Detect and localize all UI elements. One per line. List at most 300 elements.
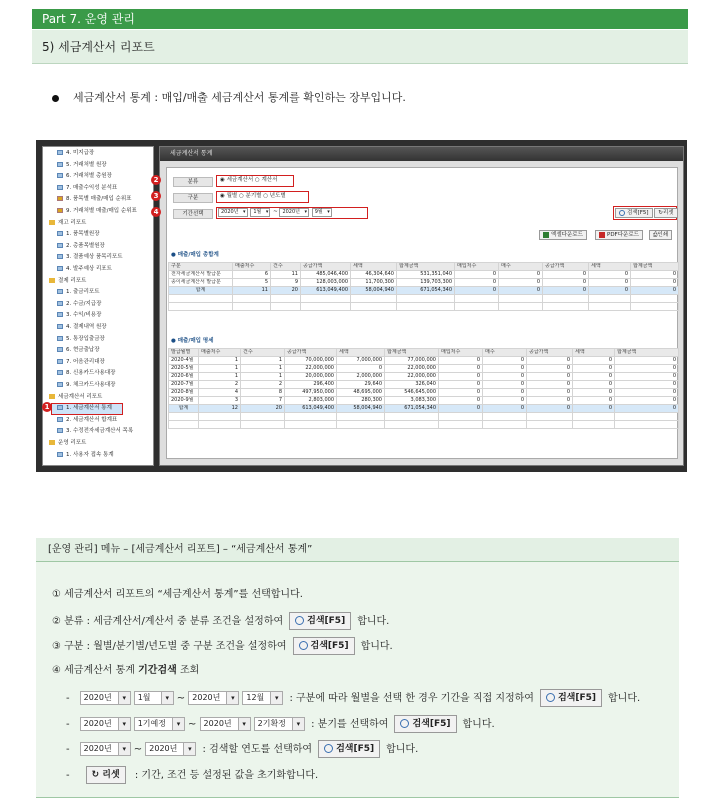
table-cell: 0 <box>455 279 499 287</box>
pdf-download-button[interactable] <box>595 230 643 240</box>
table-cell: 2,000,000 <box>337 373 385 381</box>
document-icon <box>57 254 63 259</box>
text-label: 검색[F5] <box>307 616 346 626</box>
document-icon <box>57 162 63 167</box>
tree-item-label: 4. 발주예상 리포트 <box>66 266 112 272</box>
report-tree <box>42 146 154 466</box>
table-cell: 0 <box>573 357 615 365</box>
tree-item[interactable] <box>57 185 117 192</box>
table-cell <box>241 421 285 429</box>
table-cell: 1 <box>199 365 241 373</box>
table-cell: 0 <box>527 405 573 413</box>
section-header: 5) 세금계산서 리포트 <box>32 30 688 64</box>
column-header[interactable]: 매수 <box>499 263 543 271</box>
tree-item-label: 세금계산서 리포트 <box>58 393 103 400</box>
tree-item-label: 6. 거래처별 총원장 <box>66 173 112 180</box>
tree-item-label: 8. 품목별 매출/매입 순위표 <box>66 196 132 203</box>
content-panel <box>166 167 678 459</box>
table-cell: 0 <box>615 365 679 373</box>
table-row[interactable] <box>169 405 679 413</box>
tree-item[interactable] <box>57 254 123 261</box>
table-cell: 0 <box>573 373 615 381</box>
table-cell <box>527 421 573 429</box>
tree-item[interactable] <box>57 405 112 412</box>
step-2 <box>52 612 389 630</box>
table-cell: 0 <box>573 365 615 373</box>
excel-download-button[interactable] <box>539 230 587 240</box>
search-icon <box>299 641 308 650</box>
table-cell: 0 <box>615 405 679 413</box>
table-cell <box>351 295 397 303</box>
sample-quarter-select: 2기확정 ▾ <box>254 717 305 731</box>
marker-1: 1 <box>42 402 52 412</box>
table-cell: 2020-5월 <box>169 365 199 373</box>
table-cell: 0 <box>499 287 543 295</box>
tree-item[interactable] <box>57 243 105 250</box>
folder-icon <box>49 394 55 399</box>
search-reset-box <box>613 206 677 220</box>
table-cell <box>483 421 527 429</box>
category-radio-group[interactable] <box>216 175 294 187</box>
text-label: 리셋 <box>102 770 120 780</box>
table-cell <box>301 303 351 311</box>
step-4 <box>52 664 199 678</box>
table-cell: 0 <box>573 389 615 397</box>
table-cell <box>573 413 615 421</box>
text-label: 합니다. <box>360 641 393 652</box>
table-cell: 0 <box>483 373 527 381</box>
table-cell: 6 <box>233 271 271 279</box>
column-header[interactable]: 공급가액 <box>543 263 589 271</box>
marker-2: 2 <box>151 175 161 185</box>
tree-item-label: 운영 리포트 <box>58 440 87 446</box>
tree-item[interactable] <box>57 417 117 424</box>
tree-item-label: 7. 매출수익성 분석표 <box>66 184 118 191</box>
table-cell <box>499 303 543 311</box>
tree-item[interactable] <box>57 347 100 354</box>
table-cell: 497,950,000 <box>285 389 337 397</box>
print-button[interactable] <box>649 230 672 240</box>
sample-month-select: 12월 ▾ <box>242 691 283 705</box>
column-header[interactable]: 세액 <box>589 263 631 271</box>
table-cell: 77,000,000 <box>385 357 439 365</box>
table-cell: 0 <box>483 405 527 413</box>
table-cell: 0 <box>527 389 573 397</box>
tree-item-label: 1. 품목별원장 <box>66 231 100 238</box>
table-row[interactable] <box>169 287 679 295</box>
table-row[interactable] <box>169 279 679 287</box>
from-month-select[interactable]: 1월 ▾ <box>250 208 270 217</box>
tree-item-label: 1. 세금계산서 통계 <box>66 405 112 412</box>
radio-checked-icon[interactable]: ◉ <box>220 193 225 199</box>
sub-step-yearly: - 2020년 ▾ ~ 2020년 ▾ : 검색할 연도를 선택하여 검색[F5] 합니다. <box>66 740 418 758</box>
table-cell <box>615 421 679 429</box>
text-label: ④ 세금계산서 통계 <box>52 665 135 676</box>
reset-button[interactable] <box>654 208 677 218</box>
table-cell <box>615 413 679 421</box>
search-icon <box>295 616 304 625</box>
table-cell: 9 <box>271 279 301 287</box>
tree-item[interactable] <box>57 359 105 366</box>
column-header[interactable]: 매입처수 <box>439 349 483 357</box>
table-cell <box>199 421 241 429</box>
radio-tax-invoice[interactable]: 세금계산서 <box>226 177 254 183</box>
tree-item[interactable] <box>49 220 86 227</box>
table-cell: 0 <box>439 373 483 381</box>
text-label: 합니다. <box>608 693 641 704</box>
table-cell: 2 <box>199 381 241 389</box>
tree-item[interactable] <box>57 312 101 319</box>
sample-year-select: 2020년 ▾ <box>80 717 131 731</box>
column-header[interactable]: 합계금액 <box>397 263 455 271</box>
text-label: 검색[F5] <box>336 744 375 754</box>
document-icon <box>57 173 63 178</box>
table-cell: 합계 <box>169 405 199 413</box>
table-cell: 20 <box>241 405 285 413</box>
column-header[interactable]: 매출처수 <box>233 263 271 271</box>
text-label: : 구분에 따라 월별을 선택 한 경우 기간을 직접 지정하여 <box>289 693 534 704</box>
table-cell: 0 <box>631 271 679 279</box>
table-cell <box>589 303 631 311</box>
table-cell: 0 <box>543 271 589 279</box>
text-label: 합니다. <box>462 719 495 730</box>
table-cell: 0 <box>439 389 483 397</box>
text-label: - <box>66 719 70 730</box>
table-cell: 0 <box>573 405 615 413</box>
table-cell <box>455 303 499 311</box>
table-cell <box>543 303 589 311</box>
tree-item[interactable] <box>57 150 94 157</box>
table-cell: 3,083,300 <box>385 397 439 405</box>
tree-item-label: 결제 리포트 <box>58 277 87 284</box>
text-label: 조회 <box>179 665 200 676</box>
tree-item[interactable] <box>49 440 86 447</box>
table-cell: 296,400 <box>285 381 337 389</box>
table-cell: 1 <box>241 373 285 381</box>
marker-3: 3 <box>151 191 161 201</box>
column-header[interactable]: 공급가액 <box>285 349 337 357</box>
table-cell: 22,000,000 <box>385 365 439 373</box>
document-icon <box>57 289 63 294</box>
radio-monthly[interactable]: 월별 <box>226 193 238 199</box>
tree-item-label: 3. 결품예상 품목리포트 <box>66 254 123 261</box>
search-icon <box>546 693 555 702</box>
column-header[interactable]: 공급가액 <box>527 349 573 357</box>
tree-item[interactable] <box>57 266 112 273</box>
tree-item[interactable] <box>57 173 112 180</box>
text-label: 검색[F5] <box>627 210 649 216</box>
tree-item[interactable] <box>57 382 116 389</box>
table-cell: 0 <box>455 287 499 295</box>
table-cell <box>169 413 199 421</box>
tree-item[interactable] <box>57 428 133 435</box>
table-cell: 0 <box>589 279 631 287</box>
chart-icon <box>57 196 63 201</box>
table-cell: 0 <box>631 279 679 287</box>
table-cell: 0 <box>499 279 543 287</box>
table-cell: 671,054,340 <box>385 405 439 413</box>
document-icon <box>57 231 63 236</box>
table-row[interactable] <box>169 381 679 389</box>
text-label: 검색[F5] <box>557 693 596 703</box>
table-cell <box>271 303 301 311</box>
table-row[interactable] <box>169 373 679 381</box>
period-selector[interactable] <box>216 207 368 219</box>
table-cell <box>455 295 499 303</box>
text-label: - <box>66 770 70 781</box>
tree-item-label: 2. 세금계산서 합계표 <box>66 416 118 423</box>
text-label: ② 분류 : 세금계산서/계산서 중 분류 조건을 설정하여 <box>52 616 284 627</box>
tree-item[interactable] <box>57 452 114 459</box>
column-header[interactable]: 합계금액 <box>385 349 439 357</box>
table-row[interactable] <box>169 365 679 373</box>
radio-empty-icon[interactable]: ○ <box>263 193 269 199</box>
search-button-sample <box>318 740 380 758</box>
text-label: 기간검색 <box>138 665 177 676</box>
table-cell <box>337 421 385 429</box>
table-cell: 22,000,000 <box>285 365 337 373</box>
summary-title: ● 매출/매입 총합계 <box>171 252 219 258</box>
column-header[interactable]: 합계금액 <box>631 263 679 271</box>
table-row[interactable] <box>169 357 679 365</box>
sub-step-reset <box>66 766 318 784</box>
from-year-select[interactable]: 2020년 ▾ <box>218 208 248 217</box>
search-icon <box>324 744 333 753</box>
text-label: PDF다운로드 <box>607 232 639 238</box>
tree-item[interactable] <box>57 289 100 296</box>
table-cell <box>241 413 285 421</box>
column-header[interactable]: 매수 <box>483 349 527 357</box>
tree-item[interactable] <box>57 324 107 331</box>
radio-quarterly[interactable]: 분기별 <box>245 193 262 199</box>
tree-item-label: 5. 거래처별 원장 <box>66 161 107 168</box>
column-header[interactable]: 세액 <box>337 349 385 357</box>
column-header[interactable]: 건수 <box>271 263 301 271</box>
tree-item[interactable] <box>57 301 101 308</box>
table-cell: 613,049,400 <box>285 405 337 413</box>
table-cell: 0 <box>483 357 527 365</box>
table-cell <box>385 421 439 429</box>
document-icon <box>57 370 63 375</box>
table-cell: 0 <box>573 381 615 389</box>
table-cell: 0 <box>615 389 679 397</box>
tree-item-label: 2. 총품목별원장 <box>66 242 105 249</box>
tree-item-label: 1. 사용자 접속 통계 <box>66 451 114 458</box>
tree-item[interactable] <box>57 336 105 343</box>
table-cell: 1 <box>241 357 285 365</box>
sub-step-quarterly: - 2020년 ▾ 1기예정 ▾ ~ 2020년 ▾ 2기확정 ▾ : 분기를 선택하여 검색[F5] 합니다. <box>66 715 495 733</box>
to-month-select[interactable]: 9월 ▾ <box>312 208 332 217</box>
step-3 <box>52 637 393 655</box>
text-label: 검색[F5] <box>310 641 349 651</box>
radio-empty-icon[interactable]: ○ <box>254 177 260 183</box>
search-button-sample <box>289 612 351 630</box>
column-header[interactable]: 건수 <box>241 349 285 357</box>
table-cell: 280,300 <box>337 397 385 405</box>
table-cell: 613,049,400 <box>301 287 351 295</box>
table-cell: 0 <box>615 381 679 389</box>
to-year-select[interactable]: 2020년 ▾ <box>279 208 309 217</box>
period-label: 기간선택 <box>173 209 213 219</box>
detail-title: ● 매출/매입 명세 <box>171 338 214 344</box>
table-cell: 0 <box>543 279 589 287</box>
table-cell: 671,054,340 <box>397 287 455 295</box>
sample-year-select: 2020년 ▾ <box>200 717 251 731</box>
table-cell: 58,004,940 <box>351 287 397 295</box>
table-cell <box>301 295 351 303</box>
table-cell: 7,000,000 <box>337 357 385 365</box>
table-cell: 48,695,000 <box>337 389 385 397</box>
text-label: 검색[F5] <box>412 719 451 729</box>
column-header[interactable]: 구분 <box>169 263 233 271</box>
group-radio-group[interactable] <box>216 191 309 203</box>
table-cell: 11,700,300 <box>351 279 397 287</box>
chart-icon <box>57 208 63 213</box>
radio-invoice[interactable]: 계산서 <box>261 177 278 183</box>
tree-item[interactable] <box>57 231 100 238</box>
document-icon <box>57 452 63 457</box>
column-header[interactable]: 공급가액 <box>301 263 351 271</box>
table-cell <box>499 295 543 303</box>
table-cell: 3 <box>199 397 241 405</box>
table-cell: 전자세금계산서 발급분 <box>169 271 233 279</box>
table-cell <box>589 295 631 303</box>
table-cell: 8 <box>241 389 285 397</box>
table-cell: 46,304,640 <box>351 271 397 279</box>
table-cell: 합계 <box>169 287 233 295</box>
table-cell: 22,000,000 <box>385 373 439 381</box>
sample-month-select: 1월 ▾ <box>134 691 174 705</box>
summary-table <box>168 262 679 311</box>
table-cell: 12 <box>199 405 241 413</box>
sample-year-select: 2020년 ▾ <box>145 742 196 756</box>
radio-yearly[interactable]: 년도별 <box>269 193 286 199</box>
table-cell <box>169 421 199 429</box>
table-cell <box>483 413 527 421</box>
document-icon <box>57 150 63 155</box>
table-cell <box>199 413 241 421</box>
reset-button-sample <box>86 766 126 784</box>
document-icon <box>57 382 63 387</box>
table-row[interactable] <box>169 271 679 279</box>
table-cell: 7 <box>241 397 285 405</box>
tree-item[interactable] <box>57 196 131 203</box>
tree-item[interactable] <box>57 208 137 215</box>
document-icon <box>57 324 63 329</box>
tree-item[interactable] <box>49 394 102 401</box>
text-label: 매출/매입 명세 <box>177 338 214 344</box>
table-cell: 4 <box>199 389 241 397</box>
column-header[interactable]: 세액 <box>351 263 397 271</box>
tree-item-label: 5. 통장입출금장 <box>66 335 105 342</box>
radio-checked-icon[interactable]: ◉ <box>220 177 225 183</box>
tree-item-label: 8. 신용카드사용대장 <box>66 370 116 377</box>
table-cell: 0 <box>439 405 483 413</box>
text-label: : 검색할 연도를 선택하여 <box>202 744 313 755</box>
folder-icon <box>49 440 55 445</box>
folder-icon <box>49 278 55 283</box>
table-cell: 20,000,000 <box>285 373 337 381</box>
table-cell: 0 <box>615 397 679 405</box>
table-cell: 11 <box>233 287 271 295</box>
table-cell <box>439 413 483 421</box>
tree-item[interactable] <box>49 278 86 285</box>
document-icon <box>57 185 63 190</box>
window-title: 세금계산서 통계 <box>160 147 683 161</box>
tree-item-label: 3. 수정전자세금계산서 목록 <box>66 428 134 435</box>
document-icon <box>57 405 63 410</box>
table-row[interactable] <box>169 397 679 405</box>
document-icon <box>57 243 63 248</box>
document-icon <box>57 417 63 422</box>
tree-item-label: 9. 거래처별 매출/매입 순위표 <box>66 208 137 214</box>
column-header[interactable]: 발급월별 <box>169 349 199 357</box>
step-1: ① 세금계산서 리포트의 “세금계산서 통계”를 선택합니다. <box>52 589 303 600</box>
text-label: : 기간, 조건 등 설정된 값을 초기화합니다. <box>134 770 319 781</box>
table-cell: 2020-7월 <box>169 381 199 389</box>
tree-item[interactable] <box>57 370 116 377</box>
table-cell: 1 <box>241 365 285 373</box>
search-button[interactable] <box>615 208 653 218</box>
tree-item-label: 2. 수금/지급장 <box>66 300 102 307</box>
text-label: : 분기를 선택하여 <box>311 719 389 730</box>
column-header[interactable]: 합계금액 <box>615 349 679 357</box>
document-icon <box>57 266 63 271</box>
empty-row <box>169 303 679 311</box>
table-cell: 11 <box>271 271 301 279</box>
pdf-icon <box>599 232 605 238</box>
document-icon <box>57 312 63 317</box>
table-cell <box>397 295 455 303</box>
search-icon <box>400 719 409 728</box>
table-cell <box>271 295 301 303</box>
excel-icon <box>543 232 549 238</box>
table-cell <box>631 295 679 303</box>
text-label: 합니다. <box>357 616 390 627</box>
table-cell: 485,046,400 <box>301 271 351 279</box>
tree-item[interactable] <box>57 162 107 169</box>
intro-text: 세금계산서 통계 : 매입/매출 세금계산서 통계를 확인하는 장부입니다. <box>73 91 406 104</box>
radio-empty-icon[interactable]: ○ <box>238 193 244 199</box>
text-label: - <box>66 744 70 755</box>
search-button-sample <box>293 637 355 655</box>
table-row[interactable] <box>169 389 679 397</box>
text-label: 매출/매입 총합계 <box>177 252 219 258</box>
column-header[interactable]: 매입처수 <box>455 263 499 271</box>
table-cell: 2020-4월 <box>169 357 199 365</box>
table-cell: 5 <box>233 279 271 287</box>
table-cell: 531,351,040 <box>397 271 455 279</box>
table-cell: 2020-8월 <box>169 389 199 397</box>
tree-item-label: 6. 현금출납장 <box>66 347 100 354</box>
empty-row <box>169 421 679 429</box>
table-cell: 20 <box>271 287 301 295</box>
table-cell <box>385 413 439 421</box>
tree-item-label: 9. 체크카드사용대장 <box>66 382 116 388</box>
table-cell <box>285 421 337 429</box>
document-icon <box>57 301 63 306</box>
table-cell: 0 <box>439 357 483 365</box>
table-cell <box>573 421 615 429</box>
table-cell <box>169 295 233 303</box>
table-cell: 128,003,000 <box>301 279 351 287</box>
table-cell: 0 <box>573 397 615 405</box>
column-header[interactable]: 세액 <box>573 349 615 357</box>
column-header[interactable]: 매출처수 <box>199 349 241 357</box>
table-cell: 1 <box>199 357 241 365</box>
table-cell: 0 <box>615 373 679 381</box>
period-tilde: ~ <box>273 209 278 215</box>
